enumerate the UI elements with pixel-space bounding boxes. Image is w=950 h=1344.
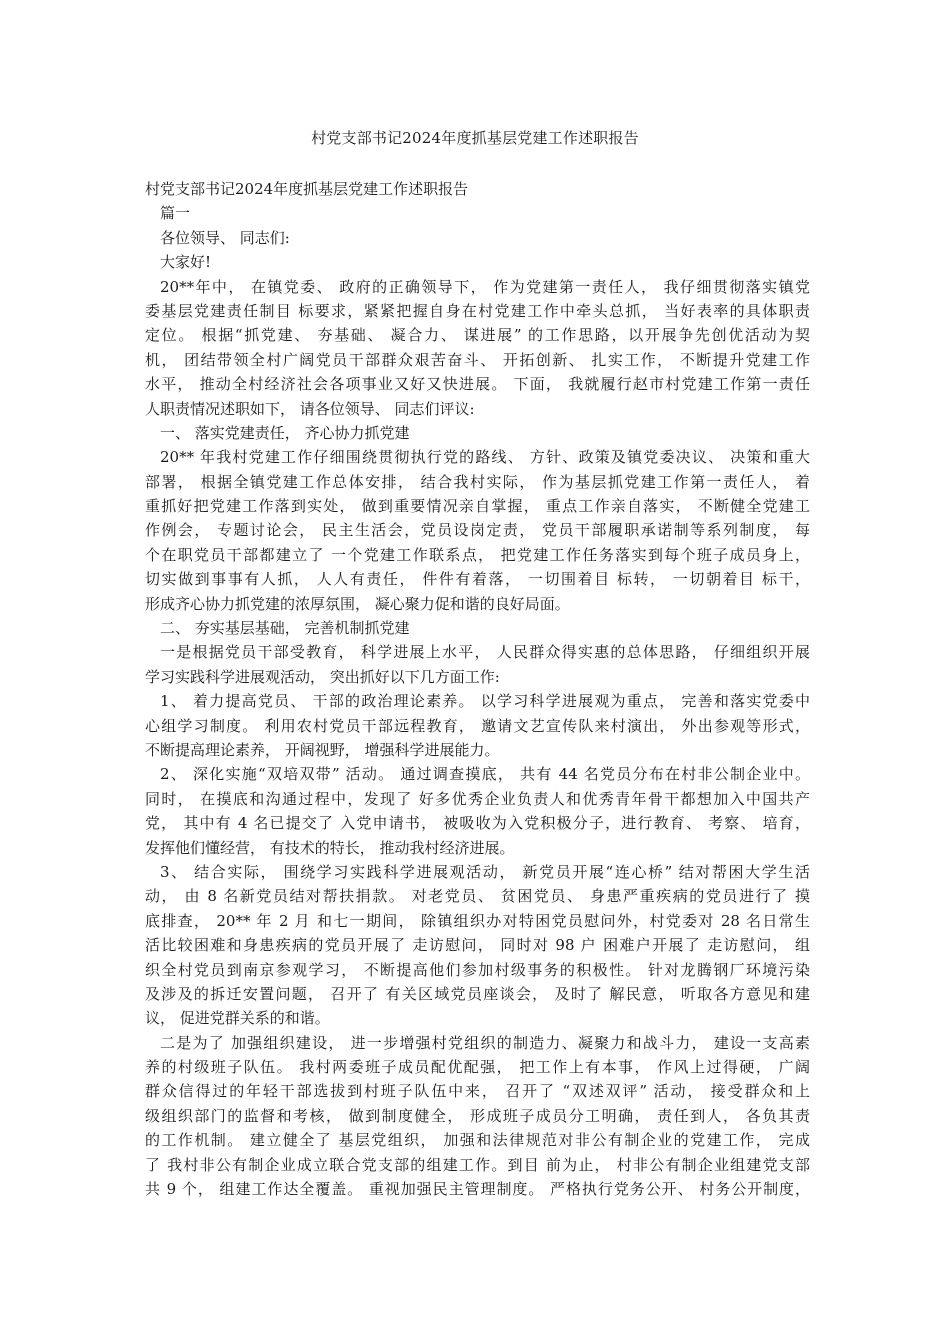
paragraph-line: 学习实践科学进展观活动， 突出抓好以下几方面工作: (145, 667, 500, 686)
paragraph-line: 20**年中， 在镇党委、 政府的正确领导下， 作为党建第一责任人， 我仔细贯彻落实镇党 (160, 277, 810, 296)
paragraph-line: 级组织部门的监督和考核， 做到制度健全， 形成班子成员分工明确， 责任到人， 各负其责 (145, 1106, 810, 1125)
paragraph-line: 不断提高理论素养， 开阔视野， 增强科学进展能力。 (145, 740, 500, 759)
paragraph-line: 活比较困难和身患疾病的党员开展了 走访慰问， 同时对 98 户 困难户开展了 走访慰问， 组 (145, 936, 810, 955)
paragraph-line: 机， 团结带领全村广阔党员干部群众艰苦奋斗、 开拓创新、 扎实工作， 不断提升党建工作 (145, 350, 810, 369)
list-item-line: 2、 深化实施“双培双带” 活动。 通过调查摸底， 共有 44 名党员分布在村非公制企业中。 (160, 765, 810, 784)
paragraph-line: 个在职党员干部都建立了 一个党建工作联系点， 把党建工作任务落实到每个班子成员身上， (145, 545, 810, 564)
paragraph-line: 动， 由 8 名新党员结对帮扶捐款。 对老党员、 贫困党员、 身患严重疾病的党员进行了 摸 (145, 887, 810, 906)
paragraph-line: 织全村党员到南京参观学习， 不断提高他们参加村级事务的积极性。 针对龙腾钢厂环境污染 (145, 960, 810, 979)
paragraph-line: 及涉及的拆迁安置问题， 召开了 有关区域党员座谈会， 及时了 解民意， 听取各方意见和建 (145, 984, 810, 1003)
paragraph-line: 定位。 根据“抓党建、 夯基础、 凝合力、 谋进展” 的工作思路，以开展争先创优活动为契 (145, 326, 810, 345)
paragraph-line: 共 9 个， 组建工作达全覆盖。 重视加强民主管理制度。 严格执行党务公开、 村务公开制度， (145, 1180, 810, 1199)
paragraph-line: 党， 其中有 4 名已提交了 入党申请书， 被吸收为入党积极分子，进行教育、 考察、 培育， (145, 814, 810, 833)
paragraph-line: 的工作机制。 建立健全了 基层党组织， 加强和法律规范对非公有制企业的党建工作， 完成 (145, 1131, 810, 1150)
paragraph-line: 作例会， 专题讨论会， 民主生活会，党员设岗定责， 党员干部履职承诺制等系列制度， 每 (145, 521, 810, 540)
document-body (145, 177, 810, 1201)
paragraph-line: 同时， 在摸底和沟通过程中，发现了 好多优秀企业负责人和优秀青年骨干都想加入中国共产 (145, 789, 810, 808)
paragraph-line: 形成齐心协力抓党建的浓厚氛围， 凝心聚力促和谐的良好局面。 (145, 594, 570, 613)
paragraph-line: 20** 年我村党建工作仔细围绕贯彻执行党的路线、 方针、政策及镇党委决议、 决策和重大 (160, 448, 810, 467)
body-heading-line: 村党支部书记2024年度抓基层党建工作述职报告 (145, 180, 469, 198)
greeting: 大家好! (160, 253, 212, 272)
paragraph-line: 养的村级班子队伍。 我村两委班子成员配优配强， 把工作上有本事， 作风上过得硬， 广阔 (145, 1058, 810, 1077)
paragraph-line: 群众信得过的年轻干部选拔到村班子队伍中来， 召开了 “双述双评” 活动， 接受群众和上 (145, 1082, 810, 1101)
paragraph-line: 二是为了 加强组织建设， 进一步增强村党组织的制造力、凝聚力和战斗力， 建设一支高素 (160, 1033, 810, 1052)
paragraph-line: 水平， 推动全村经济社会各项事业又好又快进展。 下面， 我就履行赵市村党建工作第一责任 (145, 375, 810, 394)
paragraph-line: 人职责情况述职如下， 请各位领导、 同志们评议: (145, 399, 475, 418)
paragraph-line: 心组学习制度。 利用农村党员干部远程教育， 邀请文艺宣传队来村演出， 外出参观等形式， (145, 716, 810, 735)
list-item-line: 1、 着力提高党员、 干部的政治理论素养。 以学习科学进展观为重点， 完善和落实党委中 (160, 692, 810, 711)
paragraph-line: 底排查， 20** 年 2 月 和七一期间， 除镇组织办对特困党员慰问外，村党委对 28 名日常生 (145, 911, 810, 930)
paragraph-line: 重抓好把党建工作落到实处， 做到重要情况亲自掌握， 重点工作亲自落实， 不断健全党建工 (145, 497, 810, 516)
section-heading: 二、 夯实基层基础， 完善机制抓党建 (160, 619, 410, 638)
paragraph-line: 一是根据党员干部受教育， 科学进展上水平， 人民群众得实惠的总体思路， 仔细组织开展 (160, 643, 810, 662)
section-heading: 一、 落实党建责任， 齐心协力抓党建 (160, 423, 410, 442)
section-label: 篇一 (160, 204, 191, 223)
paragraph-line: 了 我村非公有制企业成立联合党支部的组建工作。到目 前为止， 村非公有制企业组建党支部 (145, 1155, 810, 1174)
salutation: 各位领导、 同志们: (160, 228, 290, 247)
paragraph-line: 议， 促进党群关系的和谐。 (145, 1009, 330, 1028)
paragraph-line: 部署， 根据全镇党建工作总体安排， 结合我村实际， 作为基层抓党建工作第一责任人， 着 (145, 472, 810, 491)
list-item-line: 3、 结合实际， 围绕学习实践科学进展观活动， 新党员开展“连心桥” 结对帮困大学生活 (160, 862, 810, 881)
page-title: 村党支部书记2024年度抓基层党建工作述职报告 (311, 129, 639, 147)
paragraph-line: 委基层党建责任制目 标要求，紧紧把握自身在村党建工作中牵头总抓， 当好表率的具体职责 (145, 301, 810, 320)
paragraph-line: 切实做到事事有人抓， 人人有责任， 件件有着落， 一切围着目 标转， 一切朝着目 标干， (145, 570, 810, 589)
paragraph-line: 发挥他们懂经营， 有技术的特长， 推动我村经济进展。 (145, 838, 515, 857)
